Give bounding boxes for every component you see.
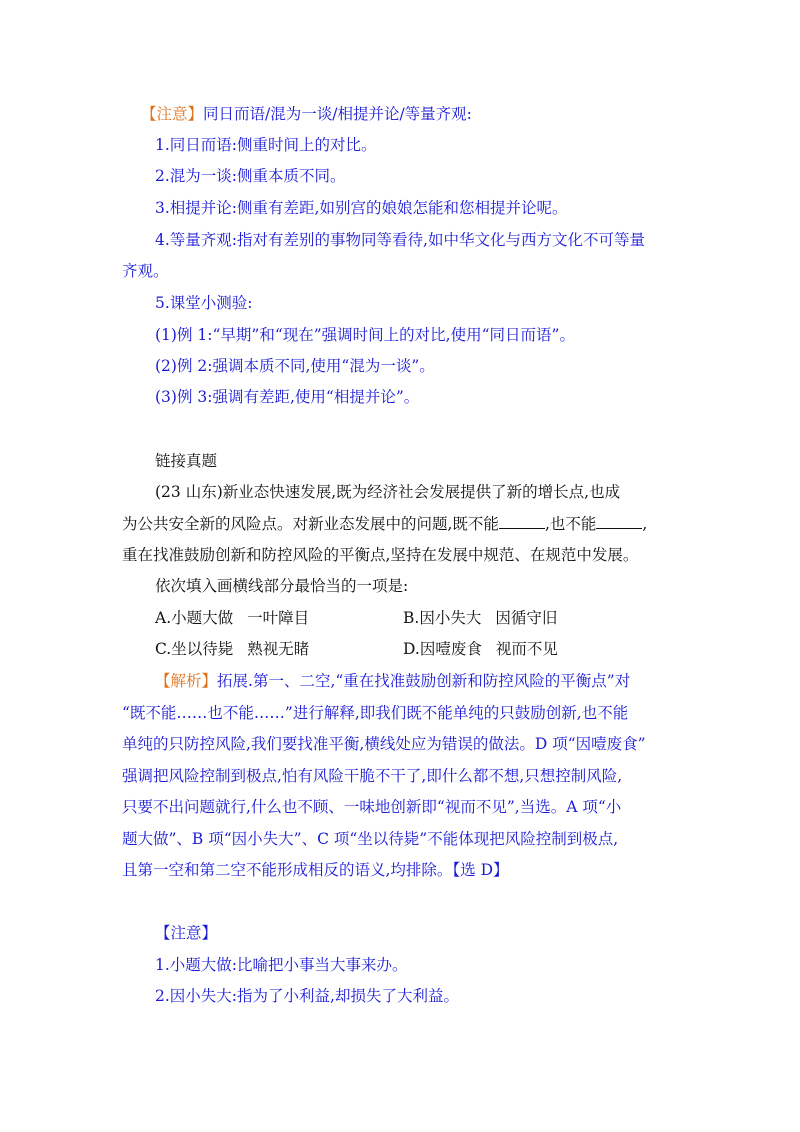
note-item-4-cont: 齐观。 <box>122 262 169 280</box>
option-d <box>403 639 558 659</box>
analysis-text-1: 拓展.第一、二空,“重在找准鼓励创新和防控风险的平衡点”对 <box>217 672 631 690</box>
note-label: 【注意】 <box>141 105 204 123</box>
question-title: 链接真题 <box>155 452 218 470</box>
section2-heading: 【注意】 <box>155 924 218 942</box>
option-b-letter: B. <box>403 609 420 627</box>
note-title: 同日而语/混为一谈/相提并论/等量齐观: <box>203 105 472 123</box>
section2-item-2: 2.因小失大:指为了小利益,却损失了大利益。 <box>155 987 459 1005</box>
analysis-label: 【解析】 <box>155 672 218 690</box>
analysis-answer: 【选 D】 <box>452 861 509 879</box>
analysis-line-4: 强调把风险控制到极点,怕有风险干脆不干了,即什么都不想,只想控制风险, <box>122 767 623 785</box>
blank-1 <box>499 514 545 529</box>
question-stem-line1: (23 山东)新业态快速发展,既为经济社会发展提供了新的增长点,也成 <box>155 483 621 501</box>
note-item-2: 2.混为一谈:侧重本质不同。 <box>155 167 346 185</box>
analysis-line-6: 题大做”、B 项“因小失大”、C 项“坐以待毙”不能体现把风险控制到极点, <box>122 830 619 848</box>
note-item-5: 5.课堂小测验: <box>155 294 253 312</box>
option-c-word2: 熟视无睹 <box>247 640 310 658</box>
blank-2 <box>596 514 642 529</box>
stem-part-a: 为公共安全新的风险点。对新业态发展中的问题,既不能 <box>122 515 499 533</box>
analysis-line-3: 单纯的只防控风险,我们要找准平衡,横线处应为错误的做法。D 项“因噎废食” <box>122 735 646 753</box>
question-prompt: 依次填入画横线部分最恰当的一项是: <box>155 577 409 595</box>
quiz-example-3: (3)例 3:强调有差距,使用“相提并论”。 <box>155 388 420 406</box>
analysis-text-7: 且第一空和第二空不能形成相反的语义,均排除。 <box>122 861 453 879</box>
option-c <box>155 639 309 659</box>
option-b-word2: 因循守旧 <box>495 609 558 627</box>
option-d-word2: 视而不见 <box>495 640 558 658</box>
option-c-letter: C. <box>155 640 172 658</box>
note-item-1: 1.同日而语:侧重时间上的对比。 <box>155 136 377 154</box>
analysis-line-7 <box>122 860 509 880</box>
note-item-4: 4.等量齐观:指对有差别的事物同等看待,如中华文化与西方文化不可等量 <box>155 231 645 249</box>
question-stem-line3: 重在找准鼓励创新和防控风险的平衡点,坚持在发展中规范、在规范中发展。 <box>122 546 639 564</box>
option-a-letter: A. <box>155 609 172 627</box>
option-a-word1: 小题大做 <box>171 609 234 627</box>
question-stem-line2 <box>122 514 647 534</box>
option-a <box>155 608 309 628</box>
option-c-word1: 坐以待毙 <box>171 640 234 658</box>
option-d-letter: D. <box>403 640 420 658</box>
section1-heading <box>141 104 472 124</box>
option-b-word1: 因小失大 <box>419 609 482 627</box>
stem-part-c: , <box>642 515 648 533</box>
option-d-word1: 因噎废食 <box>419 640 482 658</box>
quiz-example-1: (1)例 1:“早期”和“现在”强调时间上的对比,使用“同日而语”。 <box>155 326 575 344</box>
note-item-3: 3.相提并论:侧重有差距,如别宫的娘娘怎能和您相提并论呢。 <box>155 199 568 217</box>
stem-part-b: ,也不能 <box>544 515 597 533</box>
analysis-line-1 <box>155 671 630 691</box>
analysis-line-5: 只要不出问题就行,什么也不顾、一味地创新即“视而不见”,当选。A 项“小 <box>122 798 622 816</box>
option-a-word2: 一叶障目 <box>247 609 310 627</box>
quiz-example-2: (2)例 2:强调本质不同,使用“混为一谈”。 <box>155 357 435 375</box>
analysis-line-2: “既不能……也不能……”进行解释,即我们既不能单纯的只鼓励创新,也不能 <box>122 704 629 722</box>
section2-item-1: 1.小题大做:比喻把小事当大事来办。 <box>155 956 408 974</box>
option-b <box>403 608 557 628</box>
